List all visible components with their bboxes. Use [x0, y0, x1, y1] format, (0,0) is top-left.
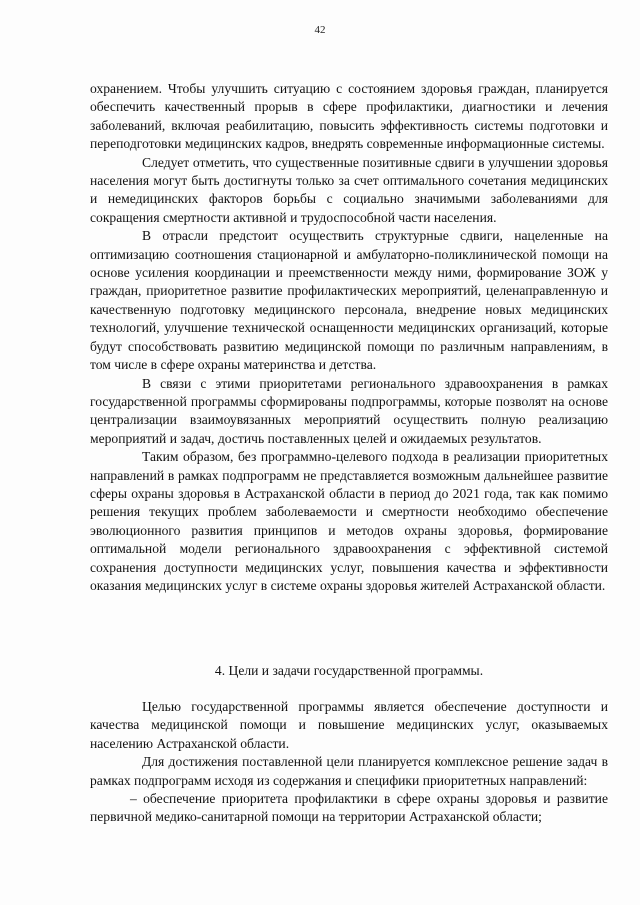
paragraph-continuation: охранением. Чтобы улучшить ситуацию с состоянием здоровья граждан, планируется обеспечить качественный прорыв в сфере профилактики, диагностики и лечения заболеваний, включая реабилитацию, повысить эффективность системы подготовки и переподготовки медицинских кадров, внедрять современные информационные системы.	[90, 81, 608, 152]
list-item: – обеспечение приоритета профилактики в сфере охраны здоровья и развитие первичной медико-санитарной помощи на территории Астраханской области;	[90, 791, 608, 825]
paragraph: Следует отметить, что существенные позитивные сдвиги в улучшении здоровья населения могут быть достигнуты только за счет оптимального сочетания медицинских и немедицинских факторов борьбы с социально значимыми заболеваниями для сокращения смертности активной и трудоспособной части населения.	[90, 154, 608, 225]
body-text-section	[90, 698, 608, 827]
body-text-top	[90, 80, 608, 595]
section-heading: 4. Цели и задачи государственной программы.	[214, 663, 484, 678]
paragraph: В отрасли предстоит осуществить структурные сдвиги, нацеленные на оптимизацию соотношения стационарной и амбулаторно-поликлинической помощи на основе усиления координации и преемственности между ними, формирование ЗОЖ у граждан, приоритетное развитие профилактических мероприятий, целенаправленную и качественную подготовку медицинского персонала, внедрение новых медицинских технологий, улучшение технической оснащенности медицинских организаций, которые будут способствовать развитию медицинской помощи по различным направлениям, в том числе в сфере охраны материнства и детства.	[90, 228, 608, 373]
paragraph: Таким образом, без программно-целевого подхода в реализации приоритетных направлений в рамках подпрограмм не представляется возможным дальнейшее развитие сферы охраны здоровья в Астраханской области в период до 2021 года, так как помимо решения текущих проблем заболеваемости и смертности необходимо обеспечение эволюционного развития принципов и методов охраны здоровья, формирование оптимальной модели регионального здравоохранения с эффективной системой сохранения доступности медицинских услуг, повышения качества и эффективности оказания медицинских услуг в системе охраны здоровья жителей Астраханской области.	[90, 449, 608, 593]
paragraph: В связи с этими приоритетами регионального здравоохранения в рамках государственной программы сформированы подпрограммы, которые позволят на основе централизации взаимоувязанных мероприятий осуществить полную реализацию мероприятий и задач, достичь поставленных целей и ожидаемых результатов.	[90, 375, 608, 446]
paragraph: Для достижения поставленной цели планируется комплексное решение задач в рамках подпрограмм исходя из содержания и специфики приоритетных направлений:	[90, 754, 608, 788]
page-number: 42	[314, 24, 326, 36]
paragraph: Целью государственной программы является обеспечение доступности и качества медицинской помощи и повышение медицинских услуг, оказываемых населению Астраханской области.	[90, 699, 608, 751]
